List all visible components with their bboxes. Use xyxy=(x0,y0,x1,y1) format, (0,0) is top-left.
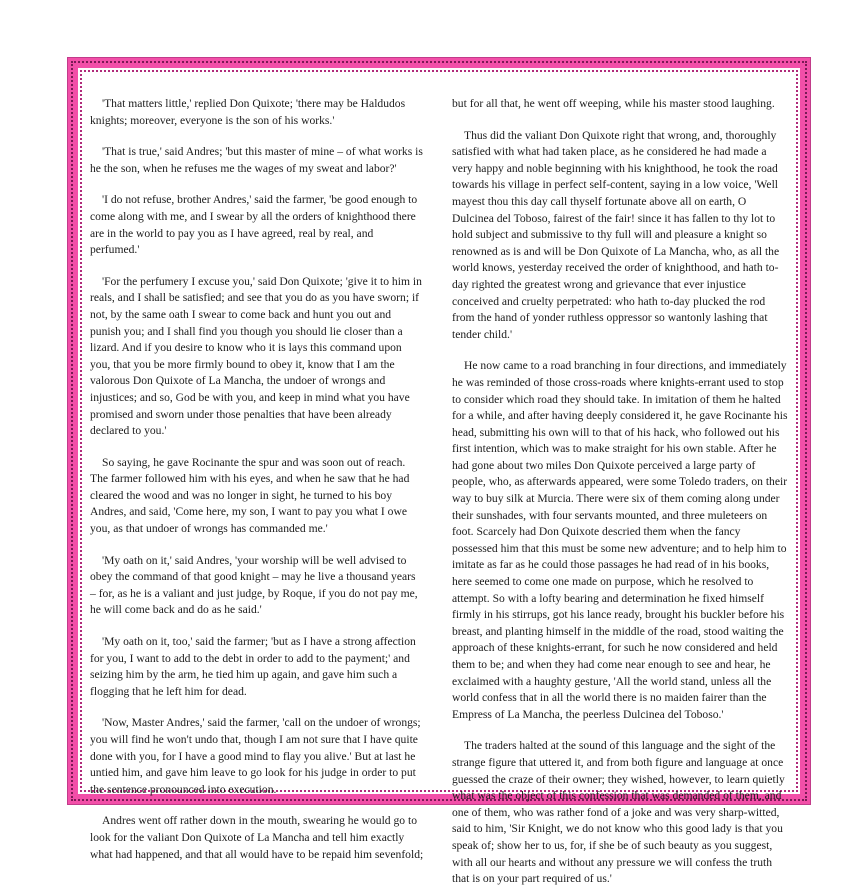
right-text-column xyxy=(452,96,788,886)
paragraph: Thus did the valiant Don Quixote right that wrong, and, thoroughly satisfied with what had taken place, as he considered he had made a very happy and noble beginning with his knighthood, he took the road towards his village in perfect self-content, saying in a low voice, 'Well mayest thou this day call thyself fortunate above all on earth, O Dulcinea del Toboso, fairest of the fair! since it has fallen to thy lot to hold subject and submissive to thy full will and pleasure a knight so renowned as is and will be Don Quixote of La Mancha, who, as all the world knows, yesterday received the order of knighthood, and hath to-day righted the greatest wrong and grievance that ever injustice conceived and cruelty perpetrated: who hath to-day plucked the rod from the hand of yonder ruthless oppressor so wantonly lashing that tender child.' xyxy=(452,128,780,341)
paragraph: Andres went off rather down in the mouth, swearing he would go to look for the valiant Don Quixote of La Mancha and tell him exactly what had happened, and that all would have to be repaid him sevenfold; xyxy=(90,814,424,861)
paragraph: 'That is true,' said Andres; 'but this master of mine – of what works is he the son, when he refuses me the wages of my sweat and labor?' xyxy=(90,145,423,175)
paragraph: 'My oath on it, too,' said the farmer; 'but as I have a strong affection for you, I want to add to the debt in order to add to the payment;' and seizing him by the arm, he tied him up again, and gave him such a flogging that he left him for dead. xyxy=(90,635,416,698)
book-page xyxy=(90,96,788,886)
paragraph: 'My oath on it,' said Andres, 'your worship will be well advised to obey the command of that good knight – may he live a thousand years – for, as he is a valiant and just judge, by Roque, if you do not pay me, he will come back and do as he said.' xyxy=(90,553,418,617)
paragraph: So saying, he gave Rocinante the spur and was soon out of reach. The farmer followed him with his eyes, and when he saw that he had cleared the wood and was no longer in sight, he turned to his boy Andres, and said, 'Come here, my son, I want to pay you what I owe you, as that undoer of wrongs has commanded me.' xyxy=(90,455,410,536)
paragraph: 'I do not refuse, brother Andres,' said the farmer, 'be good enough to come along with me, and I swear by all the orders of knighthood there are in the world to pay you as I have agreed, real by real, and perfumed.' xyxy=(90,193,418,257)
paragraph: The traders halted at the sound of this language and the sight of the strange figure that uttered it, and from both figure and language at once guessed the craze of their owner; they wished, however, to learn quietly what was the object of this confession that was demanded of them, and one of them, who was rather fond of a joke and was very sharp-witted, said to him, 'Sir Knight, we do not know who this good lady is that you speak of; show her to us, for, if she be of such beauty as you suggest, with all our hearts and without any pressure we will confess the truth that is on your part required of us.' xyxy=(452,739,785,886)
paragraph: He now came to a road branching in four directions, and immediately he was reminded of those cross-roads where knights-errant used to stop to consider which road they should take. In imitation of them he halted for a while, and after having deeply considered it, he gave Rocinante his head, submitting his own will to that of his hack, who followed out his first intention, which was to make straight for his own stable. After he had gone about two miles Don Quixote perceived a large party of people, who, as afterwards appeared, were some Toledo traders, on their way to buy silk at Murcia. There were six of them coming along under their sunshades, with four servants mounted, and three muleteers on foot. Scarcely had Don Quixote descried them when the fancy possessed him that this must be some new adventure; and to help him to imitate as far as he could those passages he had read of in his books, here seemed to come one made on purpose, which he resolved to attempt. So with a lofty bearing and determination he fixed himself firmly in his stirrups, got his lance ready, brought his buckler before his breast, and planting himself in the middle of the road, stood waiting the approach of these knights-errant, for such he now considered and held them to be; and when they had come near enough to see and hear, he exclaimed with a haughty gesture, 'All the world stand, unless all the world confess that in all the world there is no maiden fairer than the Empress of La Mancha, the peerless Dulcinea del Toboso.' xyxy=(452,359,788,721)
paragraph: 'That matters little,' replied Don Quixote; 'there may be Haldudos knights; moreover, everyone is the son of his works.' xyxy=(90,97,406,127)
paragraph: 'Now, Master Andres,' said the farmer, 'call on the undoer of wrongs; you will find he won't undo that, though I am not sure that I have quite done with you, for I have a good mind to flay you alive.' But at last he untied him, and gave him leave to go look for his judge in order to put the sentence pronounced into execution. xyxy=(90,716,421,796)
decorative-page-border xyxy=(68,58,810,886)
paragraph: 'For the perfumery I excuse you,' said Don Quixote; 'give it to him in reals, and I shall be satisfied; and see that you do as you have sworn; if not, by the same oath I swear to come back and hunt you out and punish you; and I shall find you though you should lie closer than a lizard. And if you desire to know who it is lays this command upon you, that you be more firmly bound to obey it, know that I am the valorous Don Quixote of La Mancha, the undoer of wrongs and injustices; and so, God be with you, and keep in mind what you have promised and sworn under those penalties that have been already declared to you.' xyxy=(90,274,422,438)
left-text-column xyxy=(90,96,424,861)
paragraph-continued: but for all that, he went off weeping, while his master stood laughing. xyxy=(452,97,775,110)
